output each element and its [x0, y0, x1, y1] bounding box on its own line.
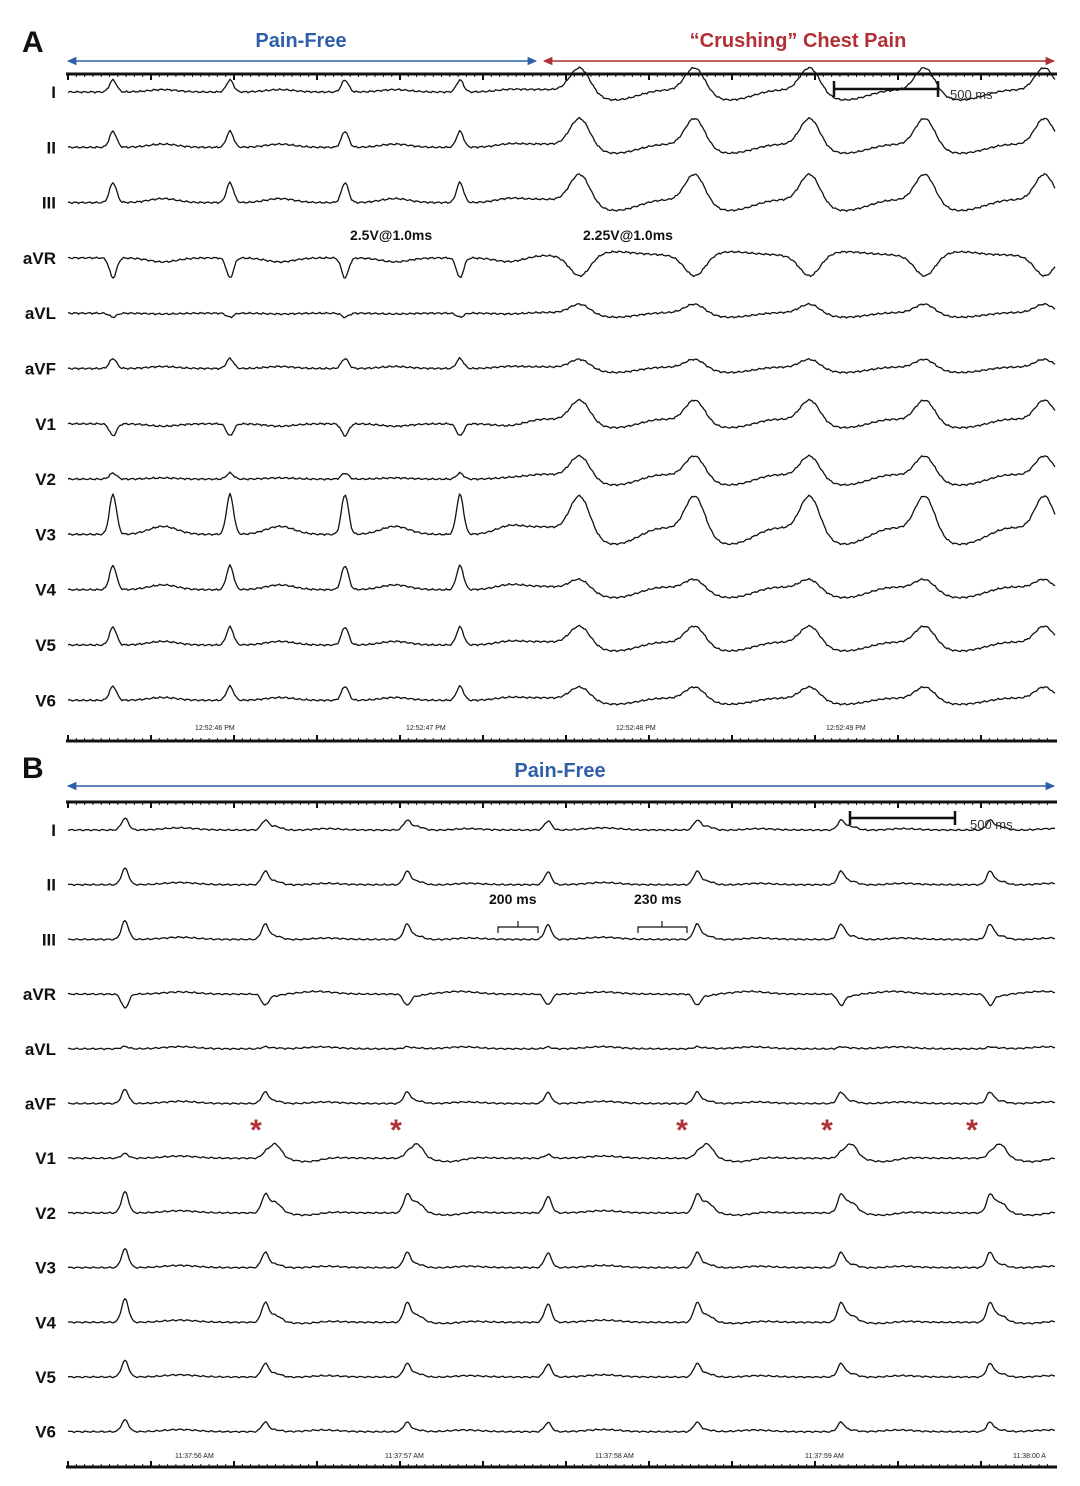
ecg-trace-avr [68, 251, 1055, 278]
lead-label-v4: V4 [35, 580, 56, 600]
ecg-trace-iii [68, 921, 1055, 941]
lead-label-v2: V2 [35, 470, 56, 490]
lead-label-iii: III [41, 193, 56, 213]
interval-note-200: 200 ms [489, 891, 537, 907]
lead-label-v5: V5 [35, 636, 56, 655]
lead-label-avf: aVF [24, 1094, 56, 1114]
ecg-trace-i [68, 67, 1055, 101]
interval-bracket-200 [498, 921, 538, 933]
asterisk-marker: * [676, 1114, 688, 1147]
asterisk-markers [250, 1114, 978, 1147]
lead-label-avl: aVL [24, 1039, 56, 1059]
scale-bar-label-a: 500 ms [950, 87, 993, 102]
pacing-note-pain-free: 2.5V@1.0ms [350, 227, 433, 243]
chest-pain-label: “Crushing” Chest Pain [689, 30, 907, 52]
ecg-trace-v5 [68, 625, 1055, 651]
lead-label-i: I [51, 83, 56, 102]
asterisk-marker: * [250, 1114, 262, 1147]
asterisk-marker: * [390, 1114, 402, 1147]
ecg-trace-v4 [68, 1299, 1055, 1325]
lead-label-ii: II [46, 138, 56, 158]
scale-bar-label-b: 500 ms [970, 817, 1013, 832]
ecg-trace-avl [68, 1046, 1055, 1050]
lead-label-v1: V1 [35, 1149, 56, 1169]
ecg-trace-i [68, 818, 1055, 831]
ecg-trace-v1 [68, 399, 1055, 436]
panel-b-letter: B [22, 752, 44, 785]
ecg-trace-v6 [68, 685, 1055, 705]
ecg-trace-v6 [68, 1420, 1055, 1433]
timestamp-a-2: 12:52:47 PM [406, 725, 446, 732]
interval-bracket-230 [638, 921, 687, 933]
timestamp-a-4: 12:52:49 PM [826, 725, 866, 732]
ecg-trace-v1 [68, 1143, 1055, 1162]
ecg-trace-avf [68, 1089, 1055, 1104]
ecg-trace-v3 [68, 1249, 1055, 1269]
timestamp-a-3: 12:52:48 PM [616, 725, 656, 732]
timestamp-b-1: 11:37:56 AM [175, 1453, 214, 1460]
ecg-trace-avl [68, 303, 1055, 318]
scale-bar-b [850, 811, 1013, 832]
asterisk-marker: * [966, 1114, 978, 1147]
ecg-trace-v2 [68, 455, 1055, 486]
lead-labels-a [23, 83, 57, 710]
interval-note-230: 230 ms [634, 891, 682, 907]
ecg-trace-iii [68, 174, 1055, 212]
pacing-note-chest-pain: 2.25V@1.0ms [583, 227, 673, 243]
lead-label-v3: V3 [35, 1258, 56, 1278]
timestamp-b-4: 11:37:59 AM [805, 1453, 844, 1460]
ecg-trace-avr [68, 991, 1055, 1009]
lead-label-i: I [51, 821, 56, 840]
lead-label-avl: aVL [24, 304, 56, 324]
ecg-trace-v2 [68, 1192, 1055, 1216]
lead-labels-b [23, 821, 57, 1442]
lead-label-avr: aVR [22, 985, 56, 1005]
lead-label-v5: V5 [35, 1368, 56, 1387]
panel-a [22, 26, 1057, 741]
lead-label-iii: III [41, 930, 56, 950]
ecg-trace-v4 [68, 565, 1055, 599]
lead-label-v1: V1 [35, 414, 56, 434]
lead-label-avf: aVF [24, 359, 56, 379]
ecg-trace-avf [68, 358, 1055, 374]
ecg-trace-ii [68, 868, 1055, 886]
lead-label-ii: II [46, 875, 56, 895]
lead-label-v6: V6 [35, 691, 56, 711]
lead-label-v6: V6 [35, 1422, 56, 1442]
lead-label-v4: V4 [35, 1313, 56, 1333]
lead-label-v2: V2 [35, 1203, 56, 1223]
timestamp-a-1: 12:52:46 PM [195, 725, 235, 732]
ecg-traces-b [68, 818, 1055, 1432]
panel-b [22, 752, 1057, 1467]
pain-free-label-b: Pain-Free [514, 760, 606, 782]
timestamp-b-2: 11:37:57 AM [385, 1453, 424, 1460]
ecg-traces-a [68, 67, 1055, 705]
asterisk-marker: * [821, 1114, 833, 1147]
timestamp-b-3: 11:37:58 AM [595, 1453, 634, 1460]
ecg-trace-ii [68, 118, 1055, 154]
lead-label-avr: aVR [22, 248, 56, 268]
ecg-trace-v5 [68, 1360, 1055, 1378]
lead-label-v3: V3 [35, 525, 56, 545]
panel-a-letter: A [22, 26, 44, 59]
pain-free-label-a: Pain-Free [255, 30, 347, 52]
timestamp-b-5: 11:38:00 A [1013, 1453, 1046, 1460]
ecg-trace-v3 [68, 493, 1055, 544]
